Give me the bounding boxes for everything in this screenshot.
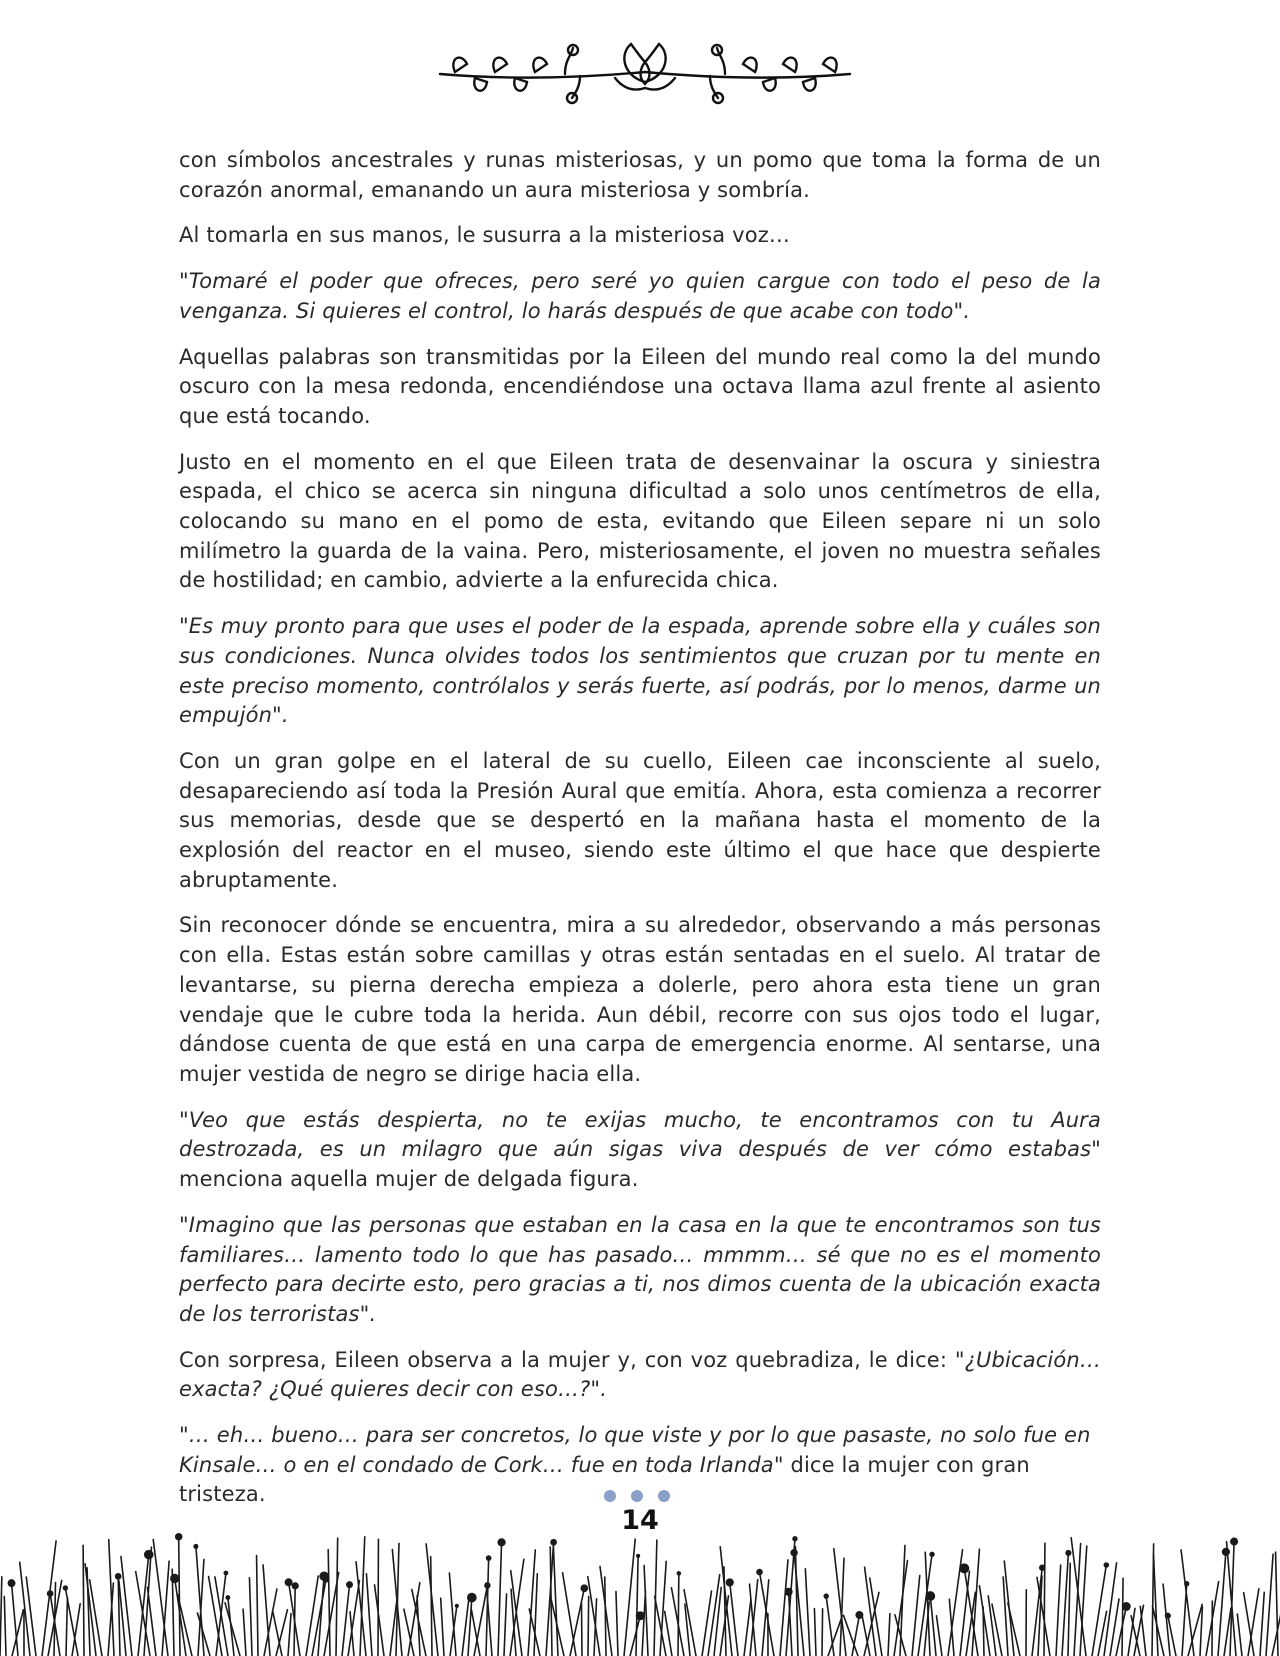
paragraph [179,911,1101,1089]
paragraph [179,1346,1101,1405]
italic-text-run: "Veo que estás despierta, no te exijas mucho, te encontramos con tu Aura destrozada, es un milagro que aún sigas viva después de ver cómo estabas" [179,1107,1101,1162]
text-run: Con un gran golpe en el lateral de su cuello, Eileen cae inconsciente al suelo, desapareciendo así toda la Presión Aural que emitía. Ahora, esta comienza a recorrer sus memorias, desde que se despertó en la mañana hasta el momento de la explosión del reactor en el museo, siendo este último el que hace que despierte abruptamente. [179,748,1101,892]
text-run: Aquellas palabras son transmitidas por la Eileen del mundo real como la del mundo oscuro con la mesa redonda, encendiéndose una octava llama azul frente al asiento que está tocando. [179,344,1101,428]
text-run: Al tomarla en sus manos, le susurra a la misteriosa voz… [179,223,791,248]
separator-dot [631,1490,643,1502]
paragraph [179,221,1101,251]
paragraph [179,267,1101,326]
page-number: 14 [621,1505,659,1536]
paragraph [179,448,1101,597]
text-run: Sin reconocer dónde se encuentra, mira a su alrededor, observando a más personas con ella. Estas están sobre camillas y otras están sentadas en el suelo. Al tratar de levantarse, su pierna derecha empieza a dolerle, pero ahora esta tiene un gran vendaje que le cubre toda la herida. Aun débil, recorre con sus ojos todo el lugar, dándose cuenta de que está en una carpa de emergencia enorme. Al sentarse, una mujer vestida de negro se dirige hacia ella. [179,913,1101,1086]
text-run: dice la mujer con gran tristeza. [179,1452,1030,1507]
paragraph [179,612,1101,731]
italic-text-run: "Imagino que las personas que estaban en la casa en la que te encontramos son tus familiares… lamento todo lo que has pasado… mmmm… sé que no es el momento perfecto para decirte esto, pero gracias a ti, nos dimos cuenta de la ubicación exacta de los terroristas". [179,1212,1101,1326]
text-run: Con sorpresa, Eileen observa a la mujer y, con voz quebradiza, le dice: [179,1347,955,1372]
paragraph [179,1211,1101,1330]
text-run: con símbolos ancestrales y runas misteriosas, y un pomo que toma la forma de un corazón anormal, emanando un aura misteriosa y sombría. [179,148,1101,202]
separator-dot [604,1490,616,1502]
italic-text-run: "… eh… bueno… para ser concretos, lo que viste y por lo que pasaste, no solo fue en Kinsale… o en el condado de Cork… fue en toda Irlanda" [179,1423,1091,1477]
floral-vine-ornament-icon [430,38,860,110]
paragraph [179,1106,1101,1195]
italic-text-run: "Tomaré el poder que ofreces, pero seré yo quien cargue con todo el peso de la venganza. Si quieres el control, lo harás después de que acabe con todo". [179,269,1101,323]
text-run: Justo en el momento en el que Eileen trata de desenvainar la oscura y siniestra espada, el chico se acerca sin ninguna dificultad a solo unos centímetros de ella, colocando su mano en el pomo de esta, evitando que Eileen separe ni un solo milímetro la guarda de la vaina. Pero, misteriosamente, el joven no muestra señales de hostilidad; en cambio, advierte a la enfurecida chica. [179,449,1101,593]
italic-text-run: "Es muy pronto para que uses el poder de la espada, aprende sobre ella y cuáles son sus condiciones. Nunca olvides todos los sentimientos que cruzan por tu mente en este preciso momento, contrólalos y serás fuerte, así podrás, por lo menos, darme un empujón". [179,614,1101,728]
page-separator-dots [604,1490,670,1502]
paragraph [179,146,1101,205]
paragraph [179,343,1101,432]
italic-text-run: "¿Ubicación… exacta? ¿Qué quieres decir con eso…?". [179,1347,1101,1402]
text-run: menciona aquella mujer de delgada figura. [179,1167,639,1192]
wild-grass-silhouette-icon [0,1528,1280,1656]
chapter-text [179,146,1101,1526]
paragraph [179,747,1101,896]
separator-dot [658,1490,670,1502]
